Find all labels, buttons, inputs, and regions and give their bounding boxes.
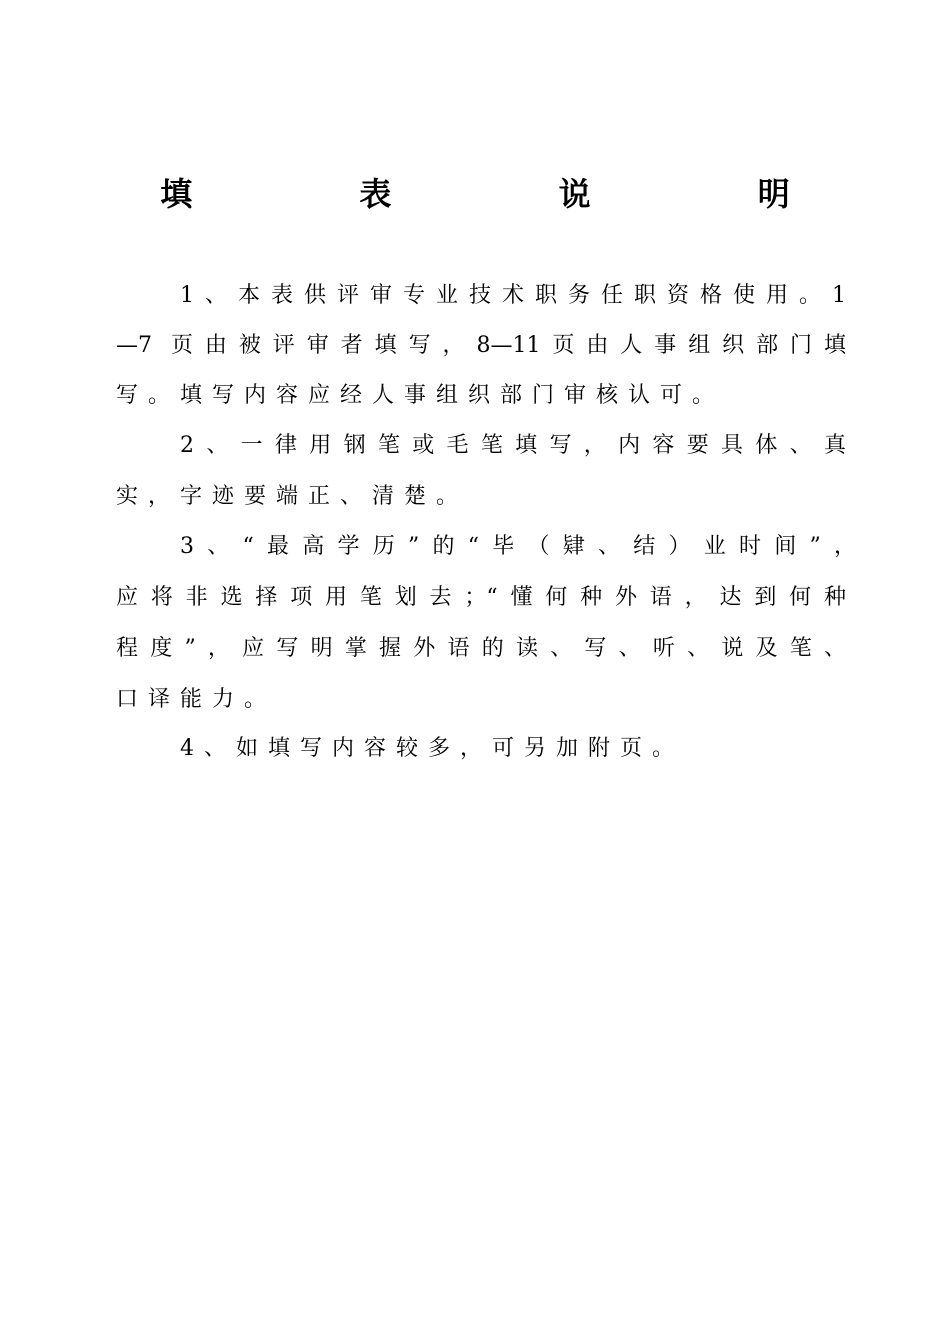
instruction-line-3: 写。填写内容应经人事组织部门审核认可。 (116, 383, 725, 408)
instruction-line-2: —7 页由被评审者填写，8—11页由人事组织部门填 (116, 333, 846, 358)
instruction-line-6: 3、“最高学历”的“毕（肄、结）业时间”， (180, 534, 856, 559)
instruction-line-1: 1、本表供评审专业技术职务任职资格使用。1 (180, 283, 846, 308)
instruction-line-10: 4、如填写内容较多，可另加附页。 (180, 736, 684, 761)
instruction-line-4: 2、一律用钢笔或毛笔填写，内容要具体、真 (180, 433, 846, 458)
instruction-line-7: 应将非选择项用笔划去；“懂何种外语，达到何种 (116, 585, 846, 610)
instruction-line-9: 口译能力。 (116, 687, 277, 712)
instruction-line-5: 实，字迹要端正、清楚。 (116, 484, 469, 509)
instruction-line-8: 程度”，应写明掌握外语的读、写、听、说及笔、 (116, 636, 846, 661)
document-title: 填 表 说 明 (160, 175, 868, 213)
